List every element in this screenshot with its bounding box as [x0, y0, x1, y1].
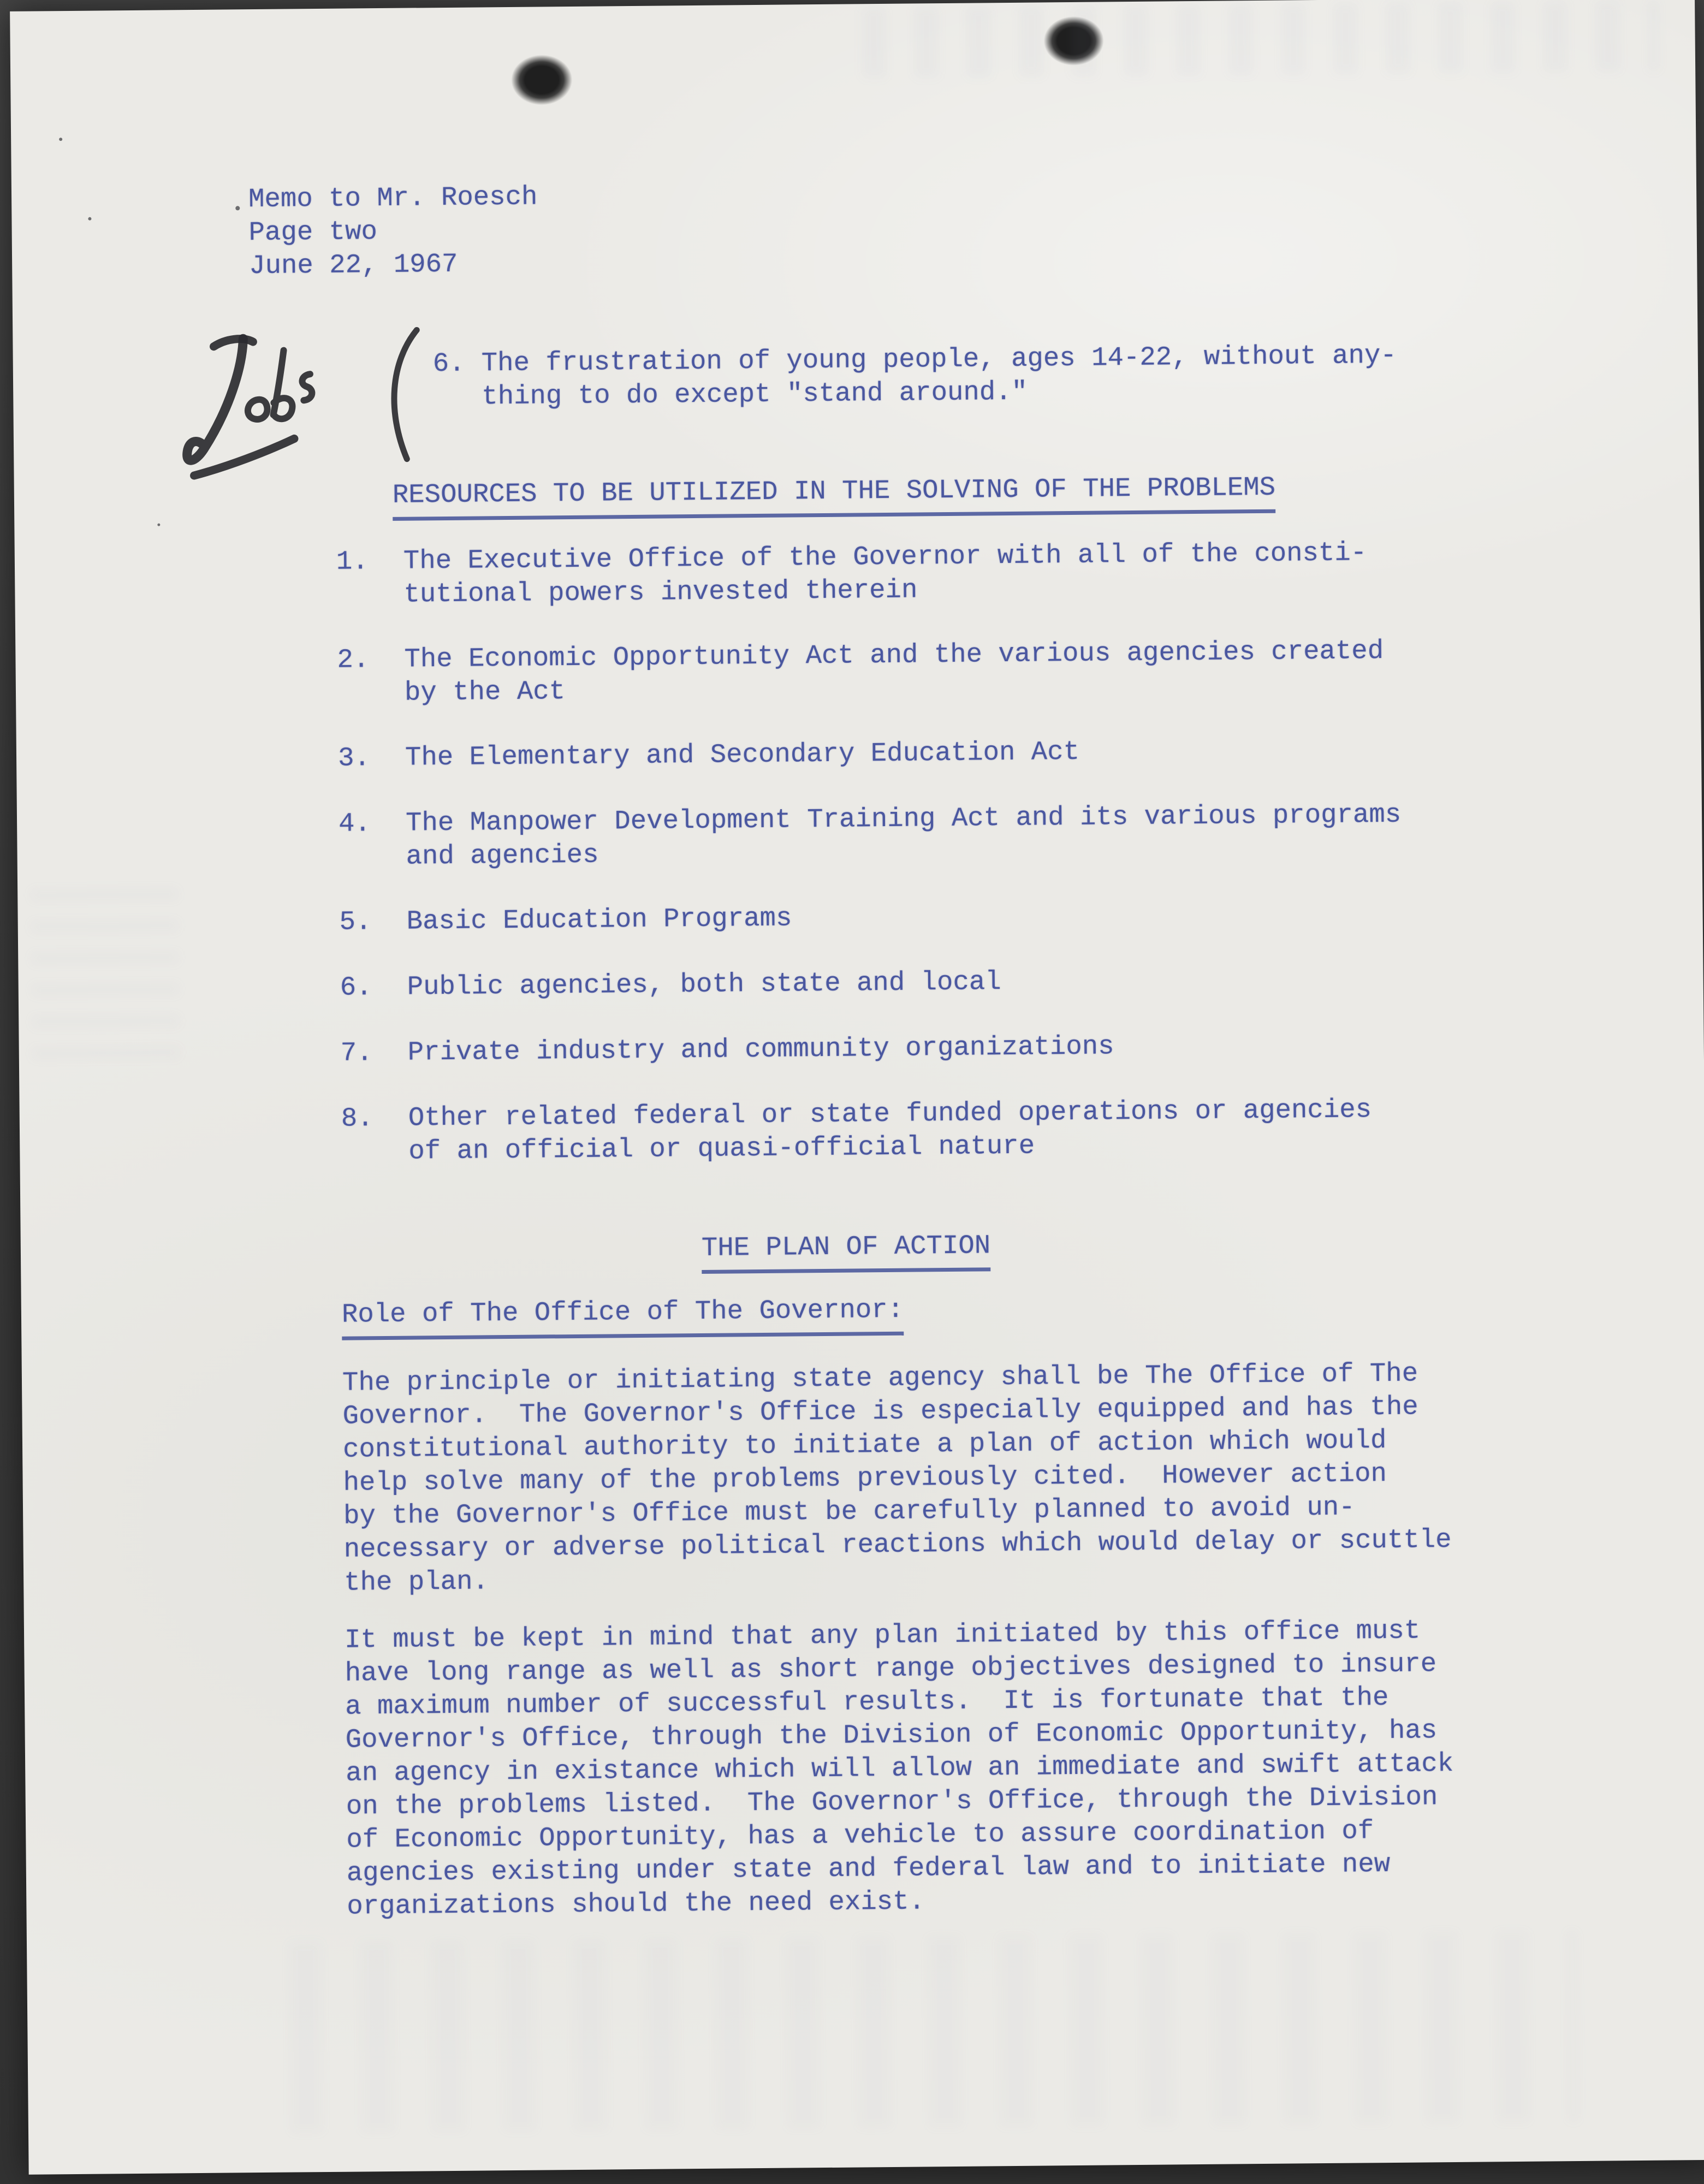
bleedthrough-artifact-left [31, 883, 180, 1059]
problem-item-line: The frustration of young people, ages 14-22, without any- [481, 340, 1397, 379]
dust-speck [157, 524, 160, 526]
resource-item-6 [340, 965, 1001, 1005]
paragraph-line: The principle or initiating state agency shall be The Office of The [342, 1358, 1418, 1398]
paragraph-line: a maximum number of successful results. It is fortunate that the [345, 1682, 1389, 1722]
resource-item-line: The Manpower Development Training Act and its various programs [405, 799, 1402, 839]
memo-header [248, 181, 538, 283]
resource-item-line: Other related federal or state funded operations or agencies [408, 1094, 1372, 1133]
resource-item-4 [339, 798, 1402, 874]
resource-item-number: 8. [341, 1103, 373, 1134]
resources-section-heading [393, 471, 1276, 521]
resource-item-number: 4. [338, 808, 371, 839]
plan-section-heading [702, 1229, 991, 1274]
paragraph-line: help solve many of the problems previously cited. However action [343, 1458, 1387, 1498]
problem-item-number: 6. [432, 348, 465, 379]
paragraph-line: organizations should the need exist. [347, 1886, 925, 1922]
resource-item-line: Private industry and community organizations [407, 1031, 1114, 1068]
resource-item-number: 6. [340, 972, 372, 1003]
resource-item-line: tutional powers invested therein [403, 574, 918, 610]
resources-section-title: RESOURCES TO BE UTILIZED IN THE SOLVING OF THE PROBLEMS [393, 471, 1276, 521]
bleedthrough-artifact-bottom [289, 1931, 1579, 2133]
handwritten-jobs-annotation [161, 317, 337, 494]
paragraph-line: Governor. The Governor's Office is especially equipped and has the [342, 1391, 1418, 1432]
memo-page [10, 0, 1704, 2175]
paragraph-line: necessary or adverse political reactions which would delay or scuttle [343, 1524, 1452, 1565]
resource-item-8 [341, 1093, 1372, 1168]
resource-item-number: 5. [339, 906, 372, 937]
resource-item-line: The Economic Opportunity Act and the various agencies created [404, 636, 1384, 675]
memo-header-line: Page two [248, 216, 378, 248]
resource-item-3 [338, 735, 1079, 775]
resource-item-number: 2. [337, 644, 370, 675]
paragraph-line: constitutional authority to initiate a plan of action which would [342, 1425, 1387, 1465]
punch-hole-right [1043, 16, 1104, 66]
handwritten-paren-mark [374, 323, 430, 466]
problem-item-6 [433, 339, 1397, 414]
dust-speck [59, 138, 62, 141]
resource-item-5 [339, 901, 792, 939]
resource-item-1 [336, 536, 1367, 612]
role-subheading-text: Role of The Office of The Governor: [342, 1293, 904, 1340]
paragraph-line: on the problems listed. The Governor's Office, through the Division [346, 1782, 1438, 1822]
resource-item-number: 7. [340, 1037, 373, 1069]
resource-item-line: of an official or quasi-official nature [408, 1130, 1035, 1167]
paragraph-line: Governor's Office, through the Division of Economic Opportunity, has [345, 1715, 1438, 1755]
paragraph-line: of Economic Opportunity, has a vehicle to assure coordination of [346, 1815, 1374, 1855]
paragraph-line: have long range as well as short range objectives designed to insure [345, 1648, 1437, 1689]
punch-hole-left [511, 55, 573, 105]
handwriting-paren-icon [374, 323, 430, 466]
problem-item-line: thing to do except "stand around." [482, 376, 1028, 412]
resource-item-number: 1. [336, 546, 369, 577]
bleedthrough-artifact-top [862, 1, 1659, 79]
handwriting-jobs-icon [161, 317, 337, 494]
memo-header-line: Memo to Mr. Roesch [248, 181, 538, 215]
dust-speck [88, 217, 91, 221]
resource-item-line: by the Act [404, 676, 566, 708]
paragraph-line: the plan. [344, 1566, 489, 1598]
plan-paragraph-2 [345, 1614, 1455, 1924]
memo-header-line: June 22, 1967 [248, 248, 458, 282]
paragraph-line: an agency in existance which will allow an immediate and swift attack [346, 1748, 1454, 1789]
resource-item-line: and agencies [406, 839, 599, 872]
paragraph-line: by the Governor's Office must be carefully planned to avoid un- [343, 1492, 1355, 1532]
plan-section-title: THE PLAN OF ACTION [702, 1229, 991, 1274]
paragraph-line: It must be kept in mind that any plan initiated by this office must [344, 1615, 1421, 1655]
resource-item-number: 3. [337, 743, 371, 774]
role-subheading [342, 1293, 904, 1340]
resource-item-7 [341, 1030, 1114, 1070]
paragraph-line: agencies existing under state and federal law and to initiate new [346, 1848, 1391, 1889]
resource-item-line: The Executive Office of the Governor with all of the consti- [403, 537, 1367, 577]
dust-speck [235, 206, 240, 210]
resource-item-2 [337, 634, 1384, 710]
resource-item-line: Public agencies, both state and local [407, 966, 1001, 1002]
resource-item-line: Basic Education Programs [406, 903, 792, 937]
resource-item-line: The Elementary and Secondary Education Act [405, 736, 1080, 773]
plan-paragraph-1 [342, 1357, 1452, 1600]
